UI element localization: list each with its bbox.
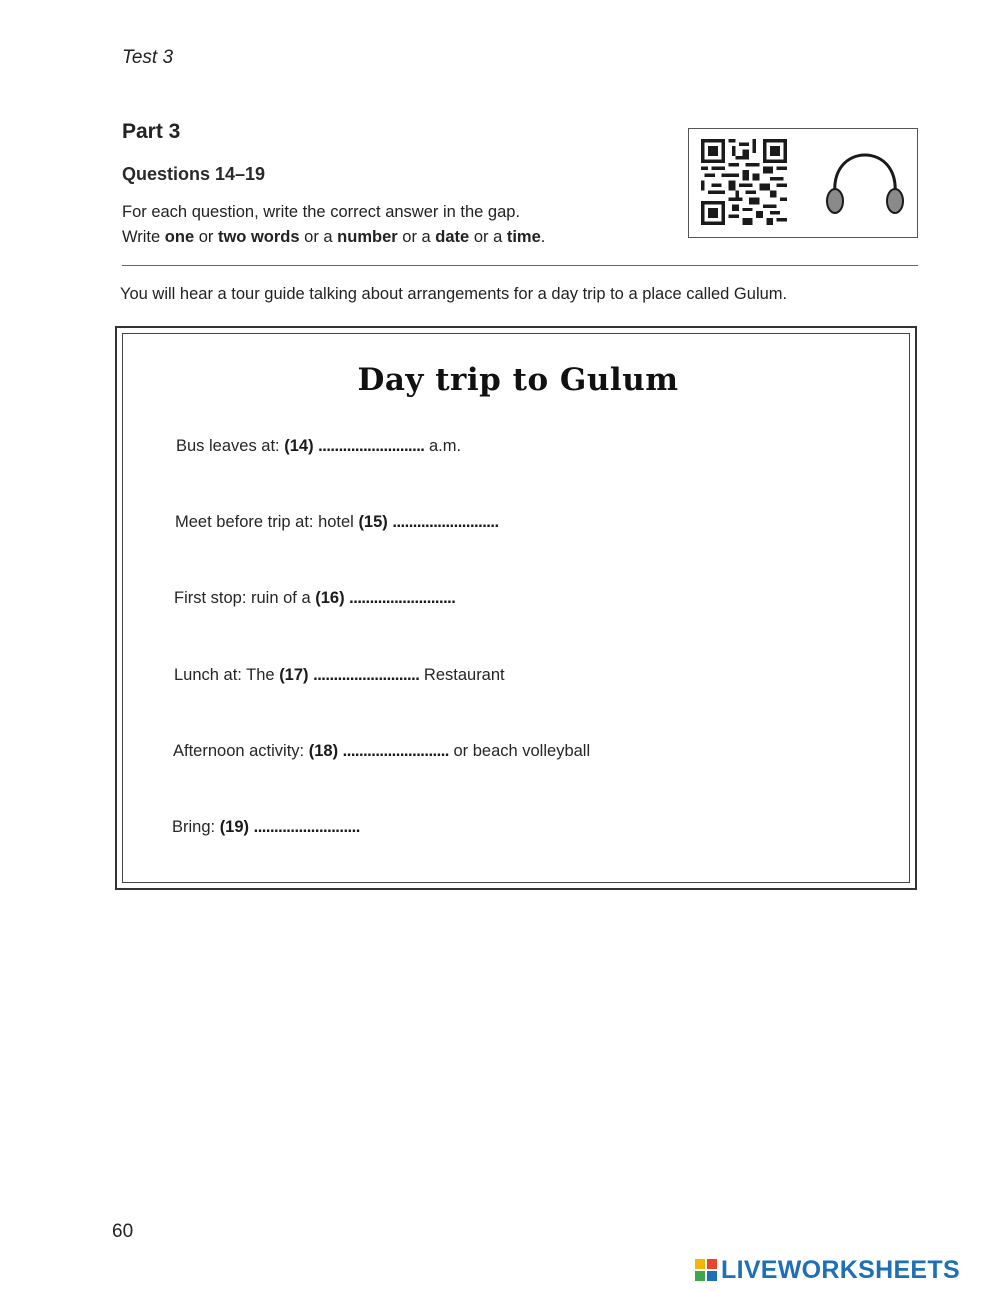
- answer-gap[interactable]: ..........................: [392, 513, 499, 531]
- instruction-emphasis: date: [435, 228, 470, 246]
- question-prefix: Bus leaves at:: [176, 437, 285, 455]
- question-number: (19): [219, 818, 250, 836]
- instruction-line-1: For each question, write the correct answer in the gap.: [122, 203, 521, 221]
- instruction-text: or a: [299, 228, 338, 246]
- question-15: [175, 513, 499, 532]
- instruction-emphasis: two words: [217, 228, 300, 246]
- question-16: [174, 589, 455, 608]
- question-prefix: Bring:: [172, 818, 220, 836]
- question-number: (15): [358, 513, 388, 531]
- instruction-line-2: [122, 228, 545, 247]
- question-19: [172, 818, 360, 837]
- page-number: 60: [112, 1221, 134, 1242]
- answer-gap[interactable]: ..........................: [253, 818, 360, 836]
- question-number: (14): [284, 437, 314, 455]
- question-prefix: Meet before trip at: hotel: [175, 513, 359, 531]
- instruction-text: or: [194, 228, 218, 246]
- instruction-text: or a: [397, 228, 436, 246]
- instruction-text: or a: [469, 228, 507, 246]
- question-suffix: Restaurant: [419, 666, 505, 684]
- question-prefix: Lunch at: The: [174, 666, 280, 684]
- brand-name: LIVEWORKSHEETS: [721, 1256, 960, 1284]
- test-label: Test 3: [122, 47, 174, 68]
- headphones-icon: [824, 149, 906, 221]
- question-number: (18): [308, 742, 339, 760]
- instruction-emphasis: number: [337, 228, 398, 246]
- answer-gap[interactable]: ..........................: [318, 437, 425, 455]
- question-prefix: First stop: ruin of a: [174, 589, 316, 607]
- answer-gap[interactable]: ..........................: [342, 742, 449, 760]
- form-title: Day trip to Gulum: [357, 362, 679, 398]
- question-14: [176, 437, 461, 456]
- question-17: [174, 666, 505, 685]
- liveworksheets-logo-icon: [695, 1259, 717, 1281]
- question-number: (17): [279, 666, 309, 684]
- section-divider: [122, 265, 918, 266]
- question-suffix: or beach volleyball: [448, 742, 591, 760]
- form-frame-inner: [122, 333, 910, 883]
- intro-text: You will hear a tour guide talking about arrangements for a day trip to a place called Gulum.: [120, 285, 788, 303]
- qr-code-icon: [701, 139, 787, 225]
- instruction-emphasis: time: [506, 228, 541, 246]
- questions-range: Questions 14–19: [122, 164, 266, 184]
- audio-media-box: [688, 128, 918, 238]
- instruction-text: Write: [122, 228, 165, 246]
- question-number: (16): [315, 589, 345, 607]
- instruction-text: .: [540, 228, 546, 246]
- answer-gap[interactable]: ..........................: [313, 666, 420, 684]
- part-title: Part 3: [122, 120, 181, 143]
- question-suffix: a.m.: [424, 437, 462, 455]
- answer-gap[interactable]: ..........................: [349, 589, 456, 607]
- question-18: [173, 742, 590, 761]
- form-frame: [115, 326, 917, 890]
- question-prefix: Afternoon activity:: [173, 742, 309, 760]
- instruction-emphasis: one: [164, 228, 195, 246]
